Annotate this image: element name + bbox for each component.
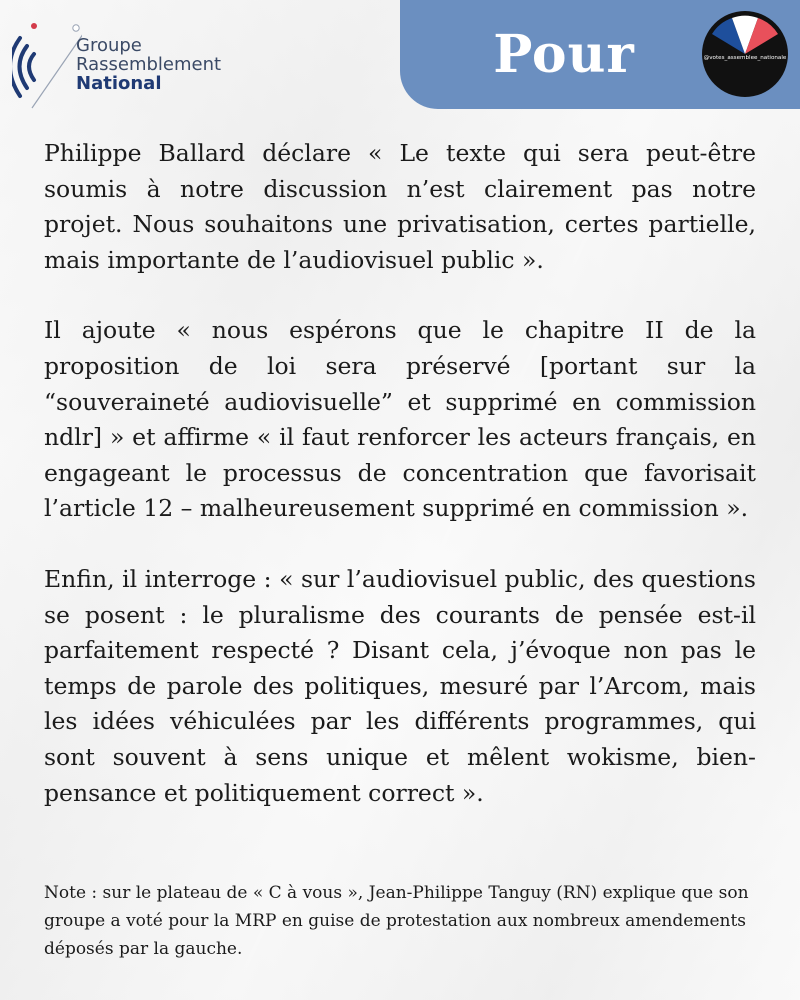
paragraph-question: Enfin, il interroge : « sur l’audiovisuel public, des questions se posent : le pluralisme des courants de pensée est-il parfaitement respecté ? Disant cela, j’évoque non pas le temps de parole des politiques, mesuré par l’Arcom, mais les idées véhiculées par les différents programmes, qui sont souvent à sens unique et mêlent wokisme, bien-pensance et politiquement correct ».: [44, 564, 756, 807]
votes-assemblee-badge: [700, 9, 790, 99]
party-logo: [12, 14, 242, 114]
footnote: Note : sur le plateau de « C à vous », Jean-Philippe Tanguy (RN) explique que son groupe a voté pour la MRP en guise de protestation aux nombreux amendements déposés par la gauche.: [44, 883, 749, 959]
logo-line-groupe: Groupe: [76, 35, 142, 56]
vote-position-label: Pour: [493, 24, 635, 85]
article-body: [44, 136, 756, 811]
paragraph-declaration: Philippe Ballard déclare « Le texte qui sera peut-être soumis à notre discussion n’est clairement pas notre projet. Nous souhaitons une privatisation, certes partielle, mais importante de l’audiovisuel public ».: [44, 139, 756, 274]
badge-handle: @votes_assemblee_nationale: [703, 55, 787, 61]
logo-line-national: National: [76, 73, 162, 94]
rn-signal-icon: [12, 14, 82, 114]
vote-position-banner: [400, 0, 800, 109]
logo-line-rassemblement: Rassemblement: [76, 54, 222, 75]
paragraph-addition: Il ajoute « nous espérons que le chapitre II de la proposition de loi sera préservé [portant sur la “souveraineté audiovisuelle” et supprimé en commission ndlr] » et affirme « il faut renforcer les acteurs français, en engageant le processus de concentration que favorisait l’article 12 – malheureusement supprimé en commission ».: [44, 316, 756, 523]
